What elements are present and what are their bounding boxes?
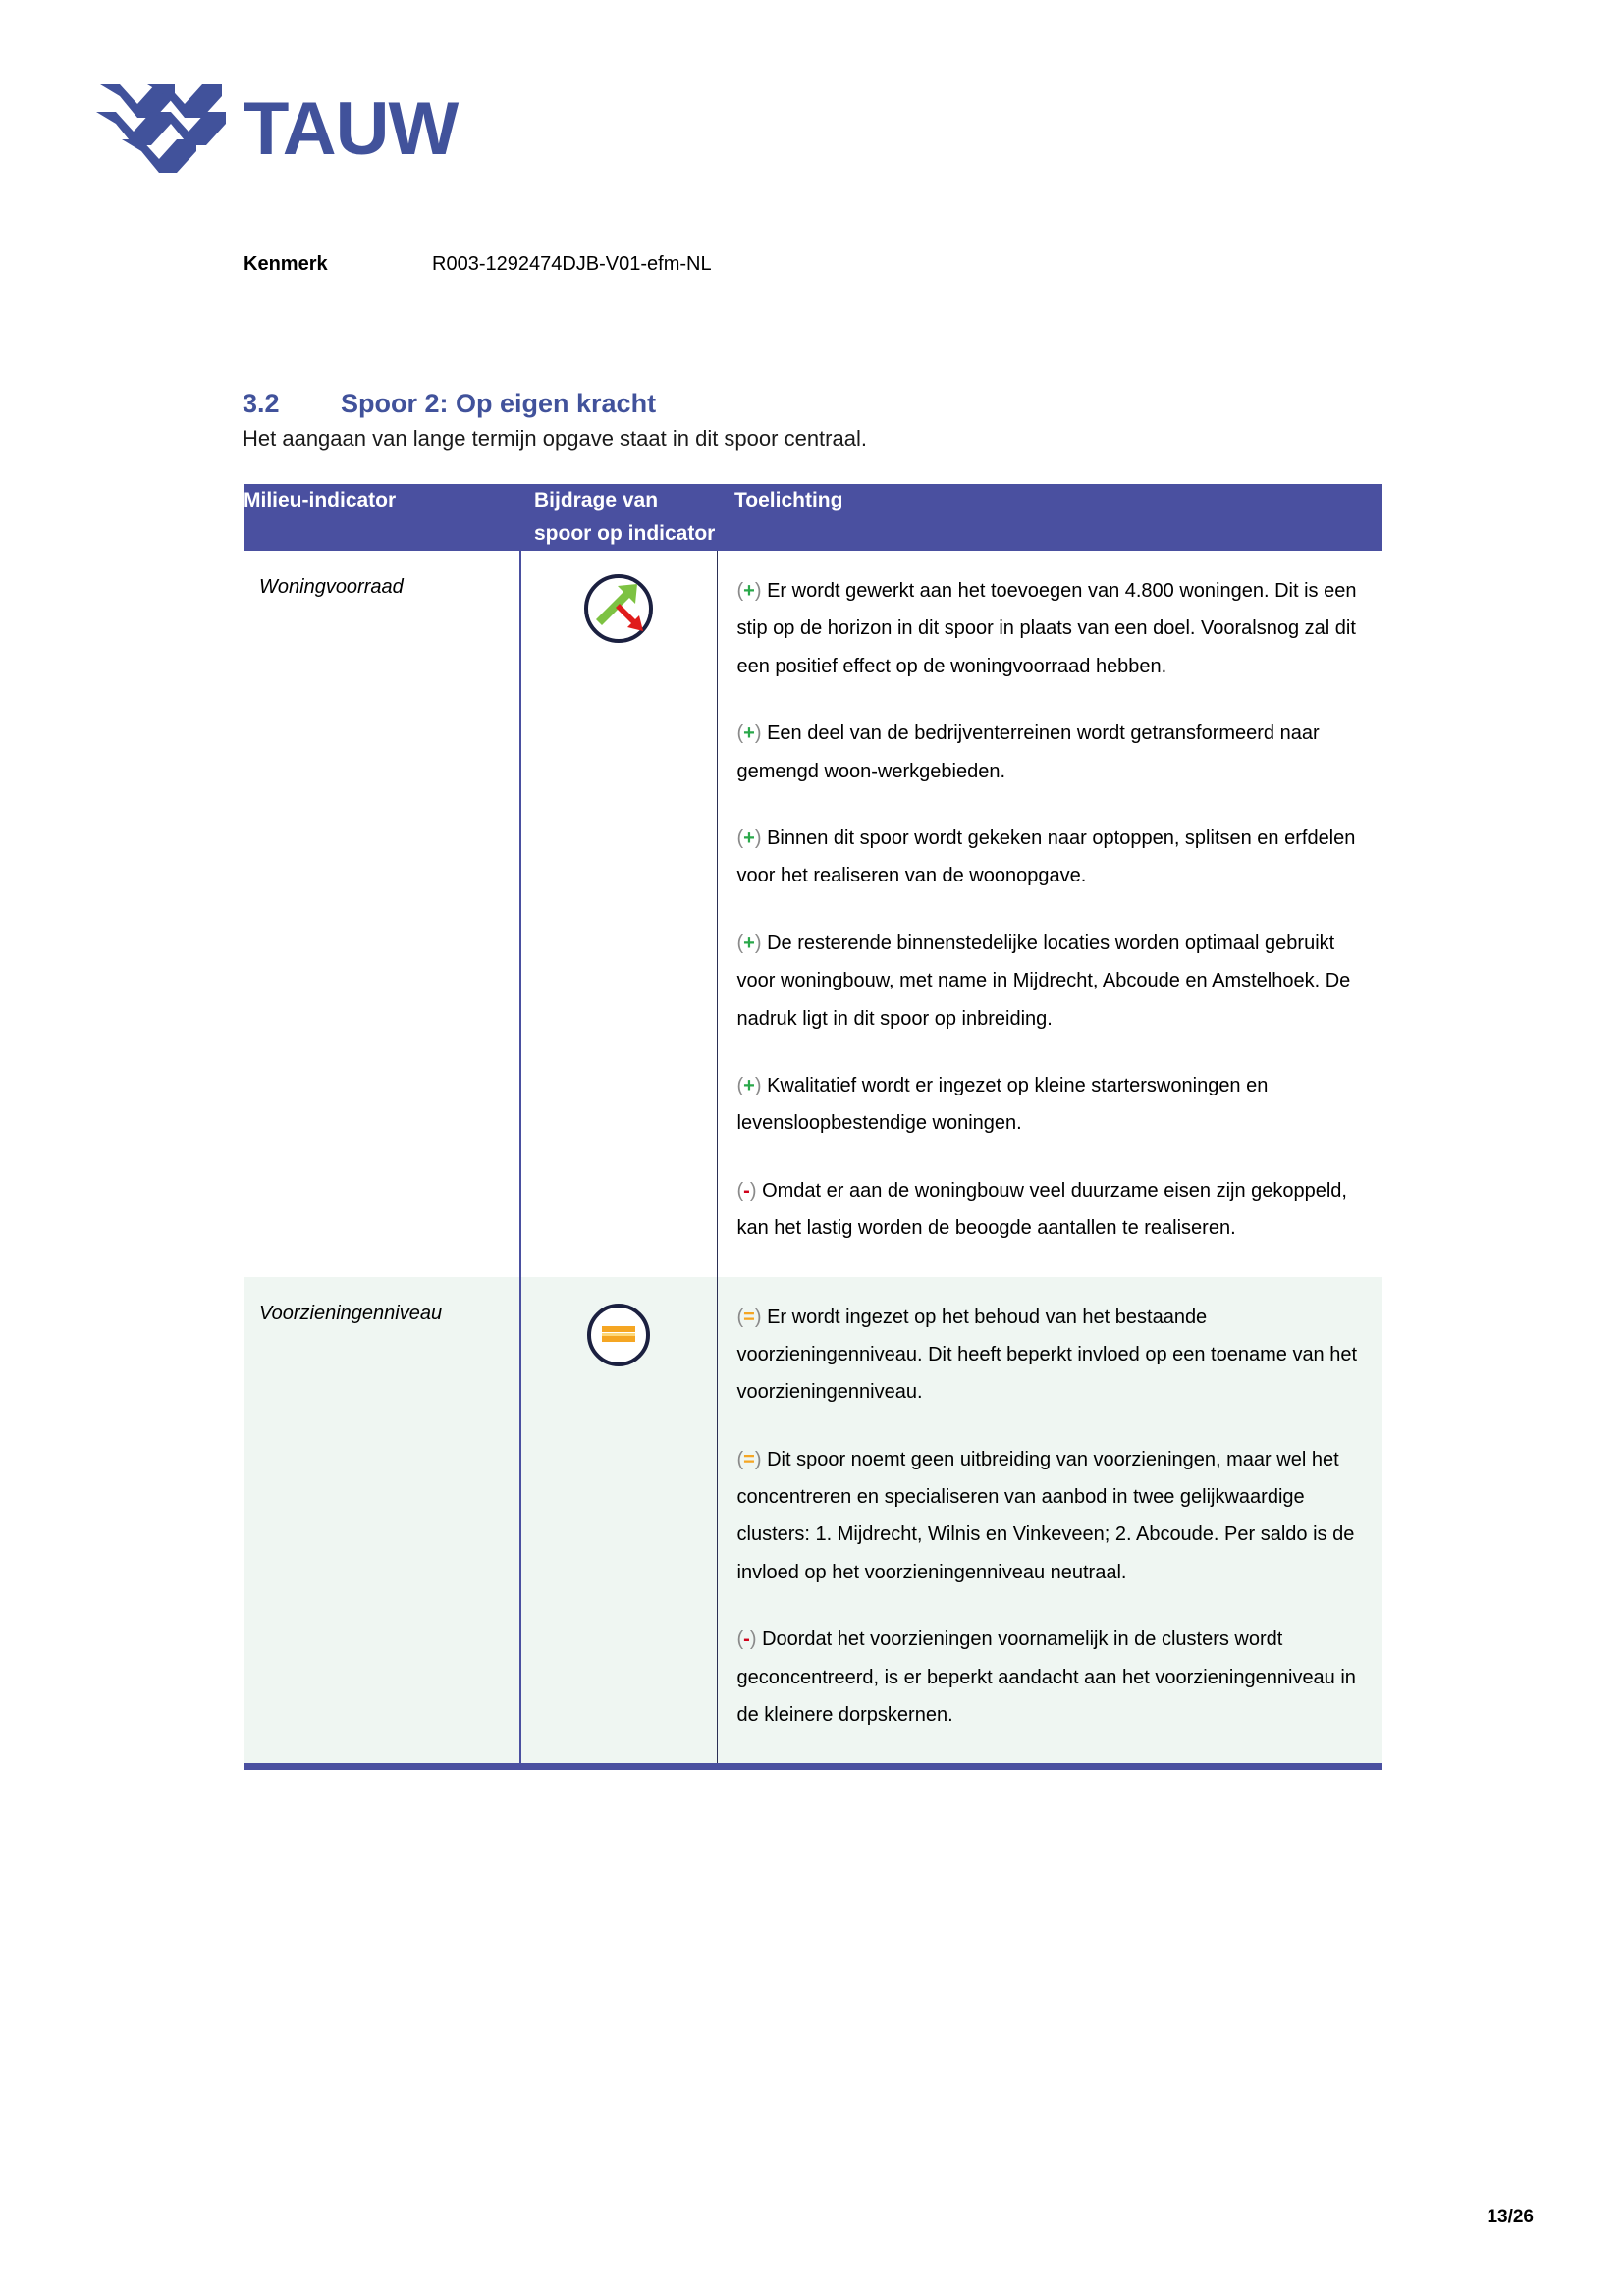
paragraph-text: Er wordt ingezet op het behoud van het bestaande voorzieningenniveau. Dit heeft beperkt invloed op een toename van het voorzieningenniveau.: [736, 1306, 1358, 1404]
effect-marker: (+): [736, 827, 768, 849]
section-heading: [243, 389, 656, 419]
toelichting-cell: [717, 1277, 1382, 1764]
toelichting-paragraph: [737, 925, 1362, 1038]
paragraph-text: Dit spoor noemt geen uitbreiding van voorzieningen, maar wel het concentreren en specialiseren van aanbod in twee gelijkwaardige clusters: 1. Mijdrecht, Wilnis en Vinkeveen; 2. Abcoude. Per saldo is de invloed op het voorzieningenniveau neutraal.: [736, 1448, 1355, 1583]
tauw-chevron-logo-icon: [96, 77, 226, 183]
toelichting-paragraph: [737, 572, 1362, 685]
table-bottom-rule: [244, 1763, 1382, 1770]
section-intro: Het aangaan van lange termijn opgave staat in dit spoor centraal.: [243, 426, 867, 451]
table-header-row: [244, 484, 1382, 551]
toelichting-paragraph-list: [737, 572, 1362, 1247]
table-row: [244, 1277, 1382, 1764]
milieu-indicator-table: [244, 484, 1382, 1763]
paragraph-text: Een deel van de bedrijventerreinen wordt getransformeerd naar gemengd woon-werkgebieden.: [736, 722, 1320, 782]
effect-marker: (+): [736, 722, 768, 745]
kenmerk-value: R003-1292474DJB-V01-efm-NL: [432, 253, 712, 275]
orange-equals-icon: [582, 1299, 655, 1371]
kenmerk-label: Kenmerk: [244, 253, 328, 275]
table-header: [244, 484, 1382, 551]
effect-marker: (-): [736, 1629, 763, 1651]
effect-marker: (+): [736, 580, 768, 603]
toelichting-paragraph: [737, 715, 1362, 790]
brand-logo: [96, 77, 458, 183]
paragraph-text: Kwalitatief wordt er ingezet op kleine starterswoningen en levensloopbestendige woningen.: [736, 1074, 1269, 1135]
effect-marker: (=): [736, 1306, 768, 1328]
paragraph-text: Omdat er aan de woningbouw veel duurzame eisen zijn gekoppeld, kan het lastig worden de beoogde aantallen te realiseren.: [736, 1179, 1347, 1240]
section-title: Spoor 2: Op eigen kracht: [341, 389, 657, 418]
table-row: [244, 551, 1382, 1276]
toelichting-paragraph: [737, 1067, 1362, 1143]
effect-marker: (-): [736, 1179, 763, 1201]
column-header-milieu-indicator: Milieu-indicator: [244, 484, 520, 551]
paragraph-text: De resterende binnenstedelijke locaties worden optimaal gebruikt voor woningbouw, met name in Mijdrecht, Abcoude en Amstelhoek. De nadruk ligt in dit spoor op inbreiding.: [736, 932, 1351, 1030]
column-header-toelichting: Toelichting: [717, 484, 1382, 551]
green-up-red-down-arrow-icon: [582, 572, 655, 645]
column-header-bijdrage: Bijdrage van spoor op indicator: [520, 484, 717, 551]
toelichting-paragraph: [737, 1299, 1362, 1412]
toelichting-paragraph-list: [737, 1299, 1362, 1735]
indicator-name-cell: Woningvoorraad: [244, 551, 520, 1276]
toelichting-paragraph: [737, 1621, 1362, 1734]
indicator-score-cell: [520, 551, 717, 1276]
indicator-score-cell: [520, 1277, 717, 1764]
toelichting-paragraph: [737, 1441, 1362, 1592]
paragraph-text: Doordat het voorzieningen voornamelijk in de clusters wordt geconcentreerd, is er beperkt aandacht aan het voorzieningenniveau in de kleinere dorpskernen.: [736, 1629, 1356, 1727]
toelichting-cell: [717, 551, 1382, 1276]
paragraph-text: Binnen dit spoor wordt gekeken naar optoppen, splitsen en erfdelen voor het realiseren van de woonopgave.: [736, 827, 1356, 887]
paragraph-text: Er wordt gewerkt aan het toevoegen van 4.800 woningen. Dit is een stip op de horizon in dit spoor in plaats van een doel. Vooralsnog zal dit een positief effect op de woningvoorraad hebben.: [736, 580, 1357, 677]
page-number: 13/26: [1487, 2207, 1534, 2227]
brand-wordmark: TAUW: [244, 87, 459, 171]
section-number: 3.2: [243, 389, 280, 418]
toelichting-paragraph: [737, 820, 1362, 895]
indicator-name-cell: Voorzieningenniveau: [244, 1277, 520, 1764]
toelichting-paragraph: [737, 1172, 1362, 1248]
table-body: [244, 551, 1382, 1763]
effect-marker: (+): [736, 1074, 768, 1096]
kenmerk: [244, 253, 712, 276]
effect-marker: (+): [736, 932, 768, 954]
effect-marker: (=): [736, 1448, 768, 1470]
